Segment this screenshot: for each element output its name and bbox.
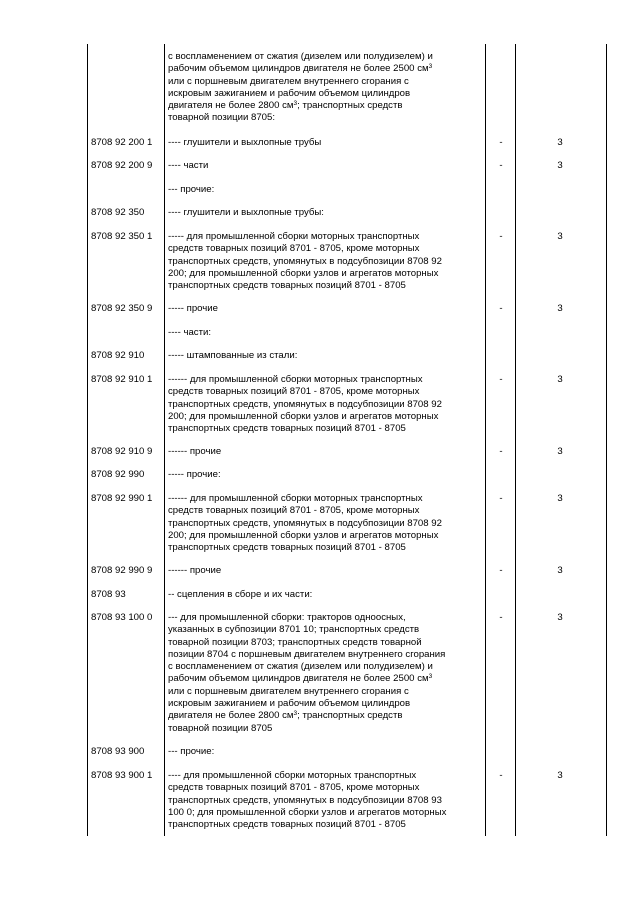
description-line: транспортных средств товарных позиций 8701 - 8705 <box>168 542 406 554</box>
duty-rate-cell: 3 <box>557 493 563 504</box>
tariff-code: 8708 92 350 9 <box>91 303 153 314</box>
description-line: ---- для промышленной сборки моторных транспортных <box>168 770 417 781</box>
description-line: ----- прочие <box>168 303 218 314</box>
tariff-code: 8708 92 990 <box>91 469 145 480</box>
description-line: транспортных средств, упомянутых в подсубпозиции 8708 92 <box>168 398 442 410</box>
description-line: ---- глушители и выхлопные трубы <box>168 137 322 148</box>
description-line: --- прочие: <box>168 184 215 195</box>
unit-cell: - <box>499 770 503 781</box>
duty-rate-cell: 3 <box>557 612 563 623</box>
tariff-code: 8708 93 900 <box>91 746 145 757</box>
table-border-code <box>164 44 165 836</box>
goods-description <box>168 589 484 601</box>
goods-description <box>168 51 484 125</box>
description-line: с воспламенением от сжатия (дизелем или полудизелем) и <box>168 51 433 62</box>
duty-rate-cell: 3 <box>557 231 563 242</box>
goods-description <box>168 565 484 577</box>
unit-cell: - <box>499 612 503 623</box>
description-line: рабочим объемом цилиндров двигателя не более 2500 $см^3$ <box>168 673 433 685</box>
description-line: товарной позиции 8703; транспортных средств товарной <box>168 636 422 648</box>
description-line: 200; для промышленной сборки узлов и агрегатов моторных <box>168 267 439 279</box>
tariff-code: 8708 92 910 1 <box>91 374 153 385</box>
description-line: средств товарных позиций 8701 - 8705, кроме моторных <box>168 386 420 398</box>
duty-rate-cell: 3 <box>557 303 563 314</box>
description-line: средств товарных позиций 8701 - 8705, кроме моторных <box>168 782 420 794</box>
description-line: 200; для промышленной сборки узлов и агрегатов моторных <box>168 529 439 541</box>
goods-description <box>168 303 484 315</box>
tariff-code: 8708 92 350 <box>91 207 145 218</box>
description-line: или с поршневым двигателем внутреннего сгорания с <box>168 75 409 87</box>
duty-rate-cell: 3 <box>557 770 563 781</box>
description-line: средств товарных позиций 8701 - 8705, кроме моторных <box>168 243 420 255</box>
duty-rate-cell: 3 <box>557 160 563 171</box>
description-line: товарной позиции 8705: <box>168 112 276 124</box>
description-line: ---- части <box>168 160 209 171</box>
description-line: ----- штампованные из стали: <box>168 350 298 361</box>
description-line: --- для промышленной сборки: тракторов одноосных, <box>168 612 406 623</box>
duty-rate-cell: 3 <box>557 565 563 576</box>
description-line: средств товарных позиций 8701 - 8705, кроме моторных <box>168 505 420 517</box>
unit-cell: - <box>499 231 503 242</box>
tariff-code: 8708 93 900 1 <box>91 770 153 781</box>
description-line: -- сцепления в сборе и их части: <box>168 589 313 600</box>
tariff-code: 8708 92 910 <box>91 350 145 361</box>
unit-cell: - <box>499 303 503 314</box>
goods-description <box>168 160 484 172</box>
description-line: ----- для промышленной сборки моторных транспортных <box>168 231 420 242</box>
description-line: искровым зажиганием и рабочим объемом цилиндров <box>168 698 411 710</box>
tariff-code: 8708 92 990 1 <box>91 493 153 504</box>
table-border-right <box>606 44 607 836</box>
description-line: ------ прочие <box>168 565 222 576</box>
unit-cell: - <box>499 565 503 576</box>
goods-description <box>168 350 484 362</box>
tariff-code: 8708 93 100 0 <box>91 612 153 623</box>
description-line: ---- глушители и выхлопные трубы: <box>168 207 324 218</box>
tariff-code: 8708 92 910 9 <box>91 446 153 457</box>
description-line: транспортных средств, упомянутых в подсубпозиции 8708 93 <box>168 794 442 806</box>
description-line: с воспламенением от сжатия (дизелем или полудизелем) и <box>168 661 433 673</box>
description-line: транспортных средств, упомянутых в подсубпозиции 8708 92 <box>168 517 442 529</box>
unit-cell: - <box>499 374 503 385</box>
table-border-unit <box>515 44 516 836</box>
description-line: рабочим объемом цилиндров двигателя не более 2500 $см^3$ <box>168 63 433 75</box>
description-line: двигателя не более 2800 $см^3$; транспортных средств <box>168 100 403 112</box>
goods-description <box>168 446 484 458</box>
unit-cell: - <box>499 160 503 171</box>
description-line: транспортных средств, упомянутых в подсубпозиции 8708 92 <box>168 255 442 267</box>
goods-description <box>168 184 484 196</box>
table-border-left <box>87 44 88 836</box>
goods-description <box>168 327 484 339</box>
description-line: транспортных средств товарных позиций 8701 - 8705 <box>168 280 406 292</box>
goods-description <box>168 207 484 219</box>
unit-cell: - <box>499 493 503 504</box>
description-line: 100 0; для промышленной сборки узлов и агрегатов моторных <box>168 806 447 818</box>
description-line: ---- части: <box>168 327 211 338</box>
description-line: ------ для промышленной сборки моторных транспортных <box>168 493 423 504</box>
goods-description <box>168 469 484 481</box>
description-line: ----- прочие: <box>168 469 221 480</box>
unit-cell: - <box>499 137 503 148</box>
tariff-code: 8708 92 350 1 <box>91 231 153 242</box>
duty-rate-cell: 3 <box>557 446 563 457</box>
unit-cell: - <box>499 446 503 457</box>
duty-rate-cell: 3 <box>557 374 563 385</box>
goods-description <box>168 746 484 758</box>
tariff-code: 8708 92 990 9 <box>91 565 153 576</box>
description-line: позиции 8704 с поршневым двигателем внутреннего сгорания <box>168 648 446 660</box>
description-line: --- прочие: <box>168 746 215 757</box>
description-line: товарной позиции 8705 <box>168 722 273 734</box>
goods-description <box>168 612 484 735</box>
goods-description <box>168 231 484 292</box>
goods-description <box>168 137 484 149</box>
description-line: транспортных средств товарных позиций 8701 - 8705 <box>168 819 406 831</box>
description-line: двигателя не более 2800 $см^3$; транспортных средств <box>168 710 403 722</box>
goods-description <box>168 374 484 435</box>
description-line: искровым зажиганием и рабочим объемом цилиндров <box>168 87 411 99</box>
tariff-code: 8708 92 200 9 <box>91 160 153 171</box>
description-line: указанных в субпозиции 8701 10; транспортных средств <box>168 624 420 636</box>
description-line: 200; для промышленной сборки узлов и агрегатов моторных <box>168 410 439 422</box>
description-line: ------ прочие <box>168 446 222 457</box>
goods-description <box>168 493 484 554</box>
tariff-code: 8708 93 <box>91 589 126 600</box>
goods-description <box>168 770 484 831</box>
duty-rate-cell: 3 <box>557 137 563 148</box>
table-border-description <box>485 44 486 836</box>
description-line: транспортных средств товарных позиций 8701 - 8705 <box>168 423 406 435</box>
tariff-code: 8708 92 200 1 <box>91 137 153 148</box>
description-line: или с поршневым двигателем внутреннего сгорания с <box>168 685 409 697</box>
description-line: ------ для промышленной сборки моторных транспортных <box>168 374 423 385</box>
